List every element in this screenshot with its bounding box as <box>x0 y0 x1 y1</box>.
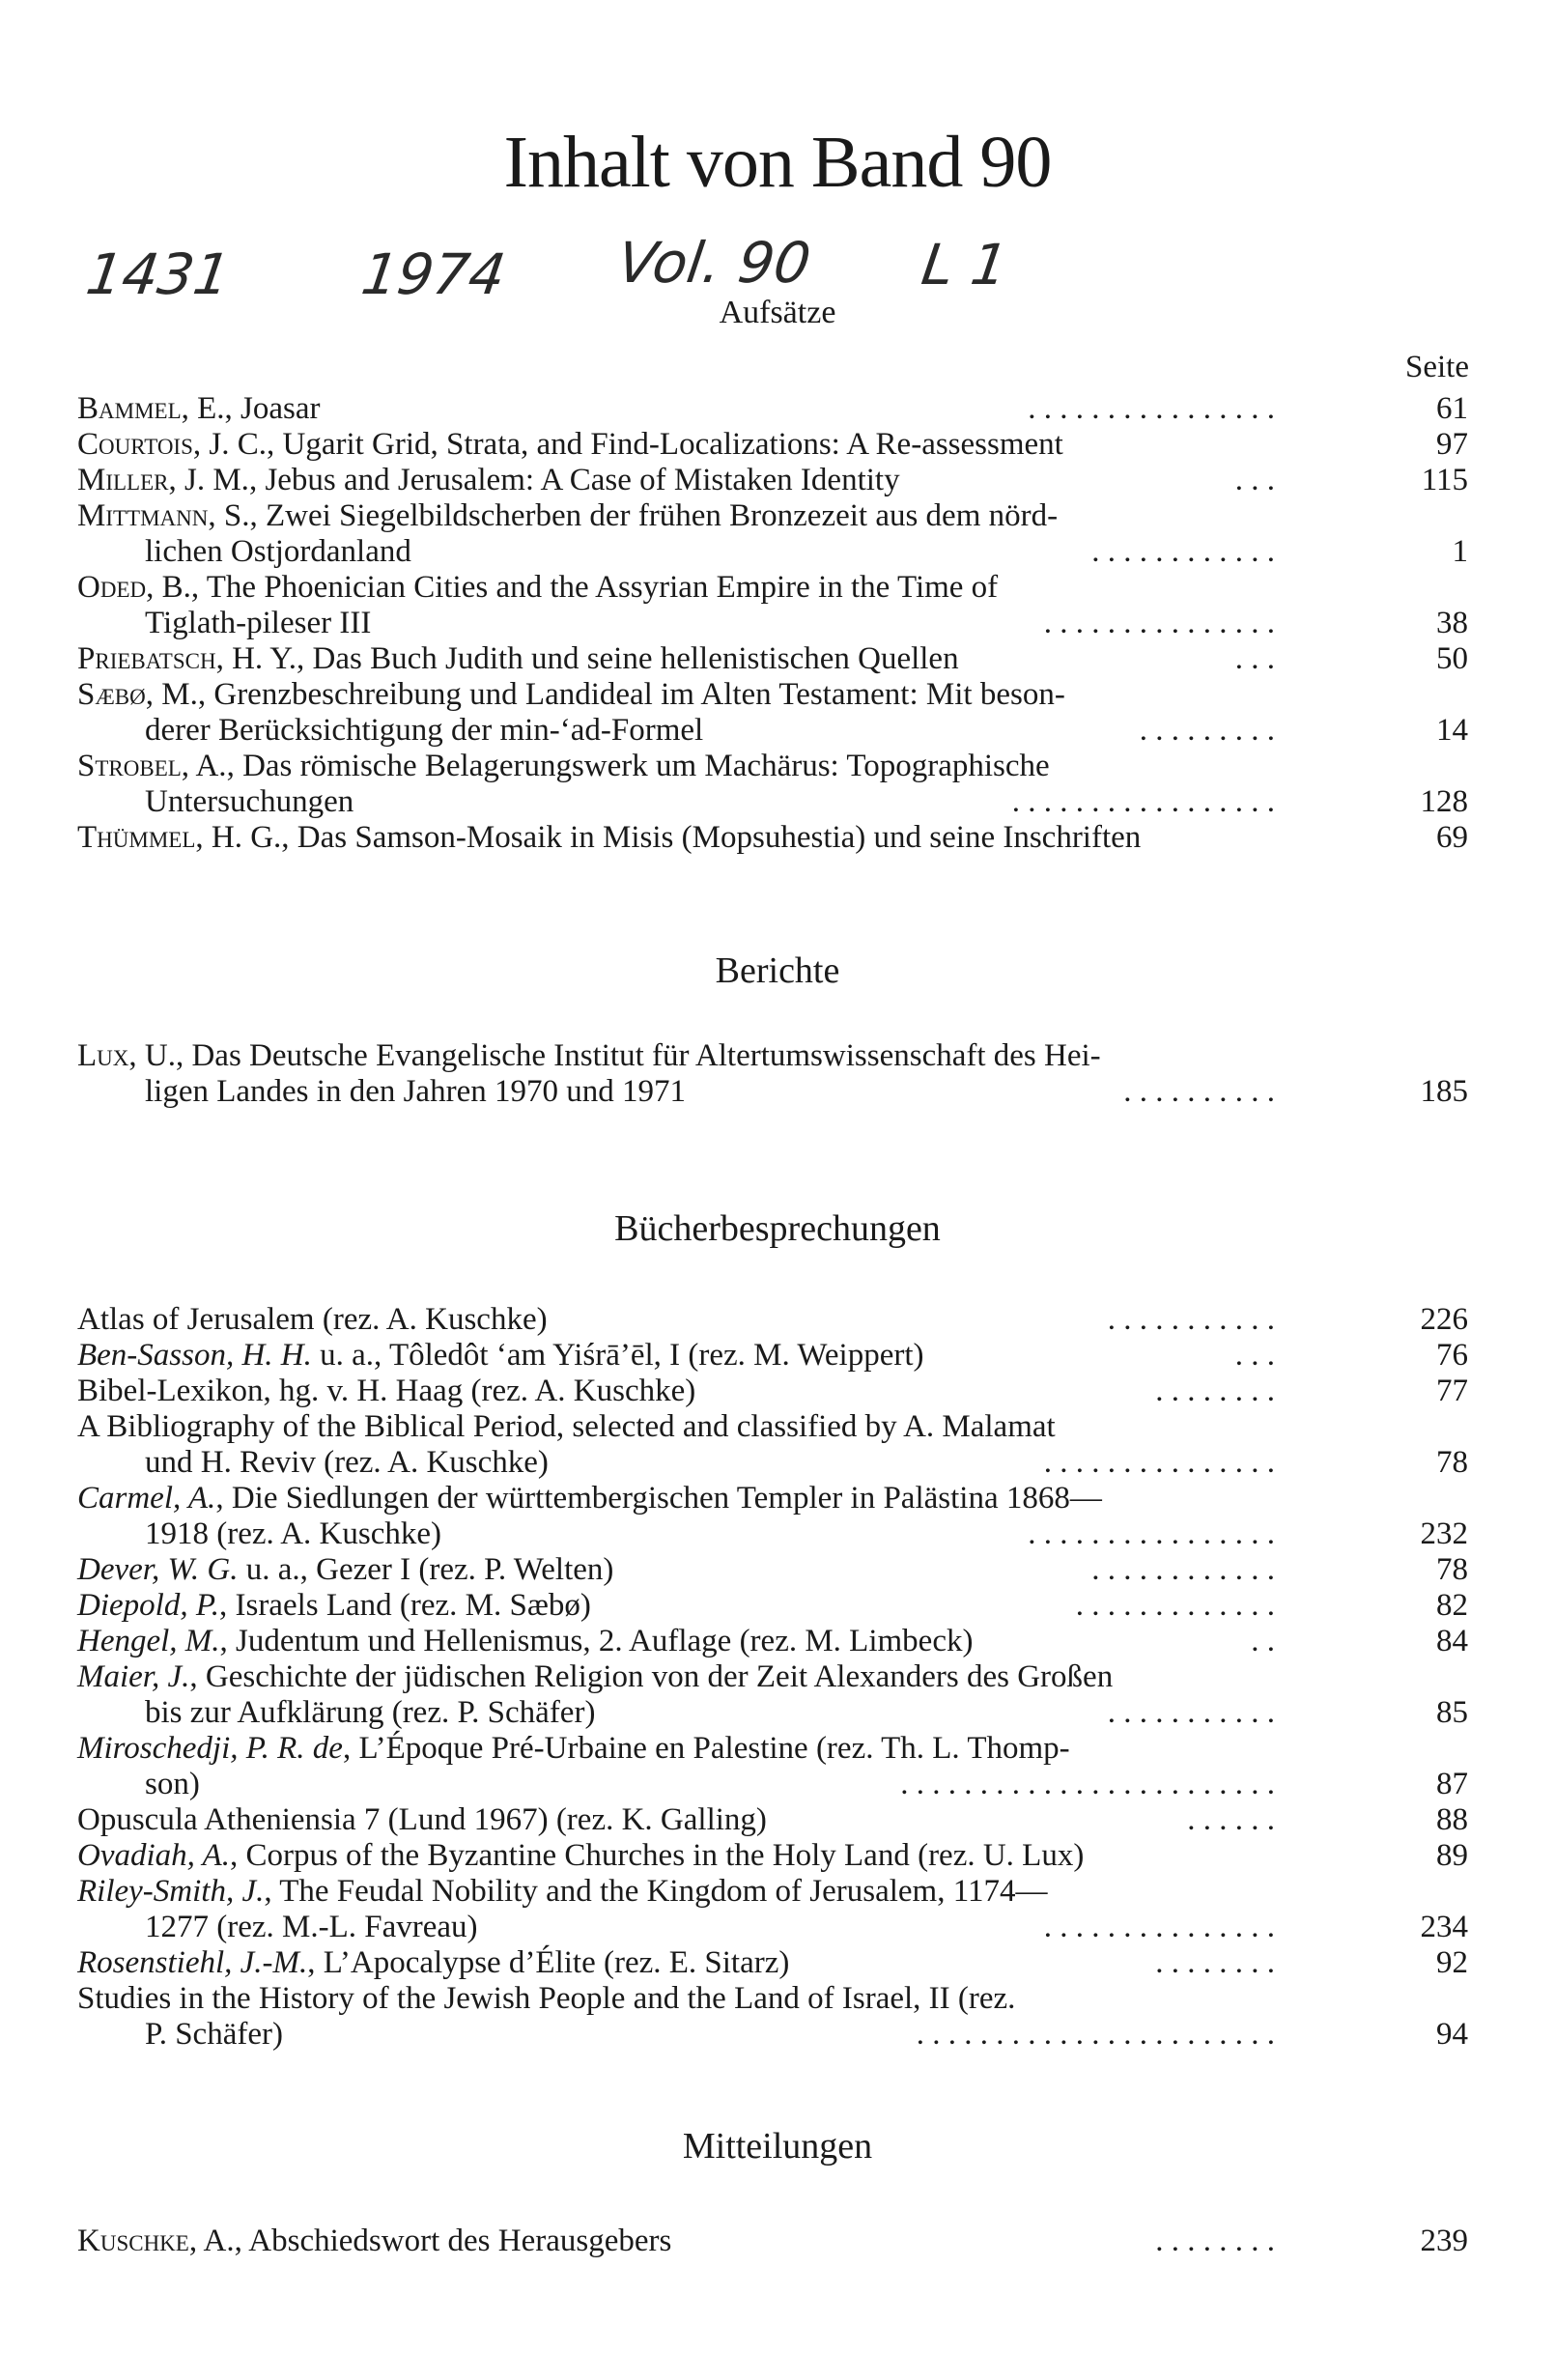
entry-title: u. a., Tôledôt ‘am Yiśrā’ēl, I (rez. M. Weippert) <box>311 1338 924 1373</box>
entry-text <box>145 1910 478 1945</box>
page-number: 84 <box>1436 1624 1468 1658</box>
leader-dots: . . . . . . . . . . . . . . . . <box>1028 391 1275 426</box>
leader-dots: . . . . . . . . . <box>1139 713 1275 748</box>
page-number: 61 <box>1436 391 1468 426</box>
list-item <box>77 427 1468 463</box>
entry-text <box>77 1038 1101 1074</box>
leader-dots: . . . . . . . . . . <box>1123 1074 1275 1109</box>
page-number: 88 <box>1436 1802 1468 1837</box>
list-item <box>77 749 1468 820</box>
entry-author: Miroschedji, P. R. de <box>77 1731 343 1766</box>
leader-dots: . . . <box>1234 641 1275 676</box>
entry-title: lichen Ostjordanland <box>145 534 411 569</box>
entry-line <box>77 1038 1468 1074</box>
page-number: 239 <box>1420 2224 1468 2258</box>
list-item <box>77 1038 1468 1110</box>
list-item <box>77 641 1468 677</box>
entry-author: Miller, J. M. <box>77 463 249 497</box>
entry-title: , Corpus of the Byzantine Churches in the Holy Land (rez. U. Lux) <box>229 1838 1085 1873</box>
entry-title: Studies in the History of the Jewish People and the Land of Israel, II (rez. <box>77 1981 1016 2016</box>
entry-line <box>77 1552 1468 1588</box>
entry-title: 1277 (rez. M.-L. Favreau) <box>145 1910 478 1944</box>
entry-line <box>77 1516 1468 1552</box>
entry-author: Courtois, J. C. <box>77 427 267 462</box>
section-heading-mitteilungen: Mitteilungen <box>682 2126 873 2167</box>
entry-author: Hengel, M. <box>77 1624 220 1658</box>
entry-text <box>77 1409 1056 1445</box>
entry-author: Thümmel, H. G. <box>77 820 282 855</box>
entry-title: , Grenzbeschreibung und Landideal im Alten Testament: Mit beson- <box>197 677 1065 712</box>
list-item <box>77 1588 1468 1624</box>
entry-text <box>77 1374 695 1409</box>
list-item <box>77 1838 1468 1874</box>
entry-author: Priebatsch, H. Y. <box>77 641 297 676</box>
page-number: 50 <box>1436 641 1468 676</box>
entry-text <box>77 463 900 498</box>
entry-author: Sæbø, M. <box>77 677 198 712</box>
entry-text <box>77 1624 973 1659</box>
list-item <box>77 463 1468 498</box>
entry-text <box>145 1074 686 1110</box>
page-number: 94 <box>1436 2017 1468 2052</box>
entry-line <box>77 427 1468 463</box>
entry-author: Mittmann, S. <box>77 498 250 533</box>
page-number: 226 <box>1420 1302 1468 1337</box>
entry-text <box>145 1695 595 1731</box>
entry-title: , Das Buch Judith und seine hellenistischen Quellen <box>297 641 959 676</box>
entry-line <box>77 641 1468 677</box>
entry-title: , Joasar <box>224 391 321 426</box>
page-number: 128 <box>1420 784 1468 819</box>
entry-text <box>77 1874 1047 1910</box>
entry-text <box>145 1445 549 1481</box>
entry-text <box>77 1945 789 1981</box>
entry-line <box>77 1074 1468 1110</box>
list-item <box>77 1659 1468 1731</box>
entry-text <box>145 1516 441 1552</box>
entry-line <box>77 1731 1468 1767</box>
entry-line <box>77 1767 1468 1802</box>
entry-line <box>77 1481 1468 1516</box>
entry-title: Tiglath-pileser III <box>145 606 372 640</box>
entry-line <box>77 1445 1468 1481</box>
leader-dots: . . . <box>1234 1338 1275 1373</box>
entry-line <box>77 1981 1468 2017</box>
leader-dots: . . . . . . . . . . . . . . . . . . . . . . . . <box>900 1767 1275 1801</box>
entry-line <box>77 1624 1468 1659</box>
leader-dots: . . . . . . . . . . . . <box>1091 534 1275 569</box>
page-number: 1 <box>1452 534 1468 569</box>
entry-title: , The Phoenician Cities and the Assyrian Empire in the Time of <box>190 570 999 605</box>
entry-title: , Geschichte der jüdischen Religion von der Zeit Alexanders des Großen <box>189 1659 1114 1694</box>
entry-title: ligen Landes in den Jahren 1970 und 1971 <box>145 1074 686 1109</box>
entry-line <box>77 1838 1468 1874</box>
entry-text <box>145 713 703 749</box>
entry-text <box>145 784 353 820</box>
entry-line <box>77 1695 1468 1731</box>
entry-title: , Jebus and Jerusalem: A Case of Mistaken Identity <box>248 463 900 497</box>
entry-author: Strobel, A. <box>77 749 227 783</box>
page-number: 232 <box>1420 1516 1468 1551</box>
page-number: 234 <box>1420 1910 1468 1944</box>
entry-text <box>77 1481 1102 1516</box>
page-number: 38 <box>1436 606 1468 640</box>
section-heading-berichte: Berichte <box>715 950 840 991</box>
entry-line <box>77 1302 1468 1338</box>
entry-author: Oded, B. <box>77 570 191 605</box>
entry-line <box>77 2224 1468 2259</box>
leader-dots: . . . . . . . . . . . . . . . . <box>1028 1516 1275 1551</box>
entry-line <box>77 498 1468 534</box>
page-number: 92 <box>1436 1945 1468 1980</box>
entry-line <box>77 463 1468 498</box>
entry-title: , Israels Land (rez. M. Sæbø) <box>218 1588 591 1623</box>
entry-text <box>77 749 1050 784</box>
entry-text <box>145 1767 200 1802</box>
entry-line <box>77 1338 1468 1374</box>
list-item <box>77 1624 1468 1659</box>
page-number: 14 <box>1436 713 1468 748</box>
entry-text <box>77 1338 924 1374</box>
entry-title: und H. Reviv (rez. A. Kuschke) <box>145 1445 549 1480</box>
handwritten-note-volume: Vol. 90 <box>613 230 815 296</box>
leader-dots: . . <box>1251 1624 1275 1658</box>
entry-author: Carmel, A. <box>77 1481 216 1516</box>
entry-text <box>77 498 1058 534</box>
entry-title: 1918 (rez. A. Kuschke) <box>145 1516 441 1551</box>
list-item <box>77 498 1468 570</box>
page-number: 97 <box>1436 427 1468 462</box>
entry-author: Maier, J. <box>77 1659 190 1694</box>
list-item <box>77 1981 1468 2053</box>
entry-title: , L’Apocalypse d’Élite (rez. E. Sitarz) <box>307 1945 790 1980</box>
section-heading-buecher: Bücherbesprechungen <box>614 1208 941 1249</box>
list-item <box>77 1731 1468 1802</box>
entry-title: , Judentum und Hellenismus, 2. Auflage (rez. M. Limbeck) <box>219 1624 974 1658</box>
page-number: 69 <box>1436 820 1468 855</box>
page-number: 89 <box>1436 1838 1468 1873</box>
entry-line <box>77 1910 1468 1945</box>
entry-author: Ben-Sasson, H. H. <box>77 1338 312 1373</box>
entry-text <box>77 1302 548 1338</box>
leader-dots: . . . . . . . . <box>1155 1374 1275 1408</box>
handwritten-note-year: 1974 <box>357 241 510 307</box>
entry-title: A Bibliography of the Biblical Period, selected and classified by A. Malamat <box>77 1409 1056 1444</box>
entry-title: Atlas of Jerusalem (rez. A. Kuschke) <box>77 1302 548 1337</box>
entry-author: Kuschke, A. <box>77 2224 235 2258</box>
entry-title: u. a., Gezer I (rez. P. Welten) <box>238 1552 614 1587</box>
entry-title: bis zur Aufklärung (rez. P. Schäfer) <box>145 1695 596 1730</box>
list-item <box>77 570 1468 641</box>
page-number: 76 <box>1436 1338 1468 1373</box>
entry-line <box>77 1374 1468 1409</box>
entry-line <box>77 1945 1468 1981</box>
entry-line <box>77 677 1468 713</box>
entry-line <box>77 570 1468 606</box>
entry-line <box>77 1802 1468 1838</box>
list-item <box>77 391 1468 427</box>
entry-line <box>77 749 1468 784</box>
entry-author: Ovadiah, A. <box>77 1838 230 1873</box>
page-number: 85 <box>1436 1695 1468 1730</box>
entry-text <box>77 427 1063 463</box>
leader-dots: . . . . . . . . . . . <box>1107 1302 1275 1337</box>
list-item <box>77 1802 1468 1838</box>
entry-title: , L’Époque Pré-Urbaine en Palestine (rez. Th. L. Thomp- <box>342 1731 1070 1766</box>
entry-author: Lux, U. <box>77 1038 176 1073</box>
entry-text <box>77 820 1141 856</box>
list-item <box>77 1945 1468 1981</box>
list-item <box>77 1374 1468 1409</box>
entry-line <box>77 391 1468 427</box>
page-number: 115 <box>1421 463 1468 497</box>
entry-line <box>77 1874 1468 1910</box>
leader-dots: . . . . . . . . <box>1155 2224 1275 2258</box>
entry-text <box>77 1552 613 1588</box>
list-item <box>77 1338 1468 1374</box>
entry-text <box>145 2017 283 2053</box>
page-number: 78 <box>1436 1445 1468 1480</box>
leader-dots: . . . . . . . . . . . . . . . . . . . . . . . <box>916 2017 1275 2052</box>
entry-title: derer Berücksichtigung der min-‘ad-Formel <box>145 713 704 748</box>
entry-author: Bammel, E. <box>77 391 225 426</box>
list-item <box>77 1874 1468 1945</box>
entry-text <box>77 641 959 677</box>
leader-dots: . . . <box>1234 463 1275 497</box>
list-item <box>77 2224 1468 2259</box>
entry-line <box>77 1588 1468 1624</box>
entry-text <box>145 534 411 570</box>
entry-text <box>77 391 321 427</box>
entry-title: Opuscula Atheniensia 7 (Lund 1967) (rez. K. Galling) <box>77 1802 767 1837</box>
list-item <box>77 1409 1468 1481</box>
list-item <box>77 677 1468 749</box>
entry-title: son) <box>145 1767 200 1801</box>
entry-text <box>77 1731 1070 1767</box>
list-item <box>77 1302 1468 1338</box>
entry-line <box>77 1409 1468 1445</box>
list-item <box>77 1481 1468 1552</box>
entry-title: P. Schäfer) <box>145 2017 283 2052</box>
entry-text <box>77 1802 767 1838</box>
entry-text <box>77 1838 1084 1874</box>
leader-dots: . . . . . . . . . . . . . . . <box>1043 606 1275 640</box>
entry-title: , Ugarit Grid, Strata, and Find-Localizations: A Re-assessment <box>267 427 1063 462</box>
entry-title: , The Feudal Nobility and the Kingdom of Jerusalem, 1174— <box>264 1874 1048 1909</box>
entry-title: , Das Samson-Mosaik in Misis (Mopsuhestia) und seine Inschriften <box>281 820 1142 855</box>
entry-author: Rosenstiehl, J.-M. <box>77 1945 308 1980</box>
entry-line <box>77 820 1468 856</box>
entry-title: Bibel-Lexikon, hg. v. H. Haag (rez. A. Kuschke) <box>77 1374 696 1408</box>
entry-text <box>77 1981 1015 2017</box>
entry-author: Dever, W. G. <box>77 1552 239 1587</box>
leader-dots: . . . . . . . . . . . . . <box>1075 1588 1275 1623</box>
entry-line <box>77 784 1468 820</box>
leader-dots: . . . . . . . . . . . . . . . <box>1043 1445 1275 1480</box>
entry-line <box>77 534 1468 570</box>
page-number: 185 <box>1420 1074 1468 1109</box>
seite-column-label: Seite <box>1405 350 1469 384</box>
leader-dots: . . . . . . . . . . . <box>1107 1695 1275 1730</box>
leader-dots: . . . . . . . . . . . . . . . <box>1043 1910 1275 1944</box>
entry-text <box>145 606 371 641</box>
page-number: 82 <box>1436 1588 1468 1623</box>
entry-title: , Das römische Belagerungswerk um Machärus: Topographische <box>226 749 1050 783</box>
page-number: 87 <box>1436 1767 1468 1801</box>
page-number: 77 <box>1436 1374 1468 1408</box>
list-item <box>77 1552 1468 1588</box>
entry-text <box>77 570 998 606</box>
entry-title: , Abschiedswort des Herausgebers <box>234 2224 672 2258</box>
entry-line <box>77 713 1468 749</box>
entry-title: , Das Deutsche Evangelische Institut für Altertumswissenschaft des Hei- <box>175 1038 1101 1073</box>
leader-dots: . . . . . . . . . . . . . . . . . <box>1011 784 1275 819</box>
leader-dots: . . . . . . <box>1187 1802 1275 1837</box>
handwritten-note-number: 1431 <box>82 241 235 307</box>
entry-title: , Die Siedlungen der württembergischen Templer in Palästina 1868— <box>215 1481 1102 1516</box>
page-title: Inhalt von Band 90 <box>503 122 1052 203</box>
entry-title: Untersuchungen <box>145 784 354 819</box>
page-number: 78 <box>1436 1552 1468 1587</box>
section-heading-aufsaetze: Aufsätze <box>719 295 836 330</box>
entry-text <box>77 1588 591 1624</box>
entry-line <box>77 2017 1468 2053</box>
entry-text <box>77 1659 1113 1695</box>
entry-line <box>77 1659 1468 1695</box>
entry-text <box>77 2224 671 2259</box>
entry-author: Riley-Smith, J. <box>77 1874 265 1909</box>
handwritten-note-location: L 1 <box>918 232 1012 298</box>
entry-title: , Zwei Siegelbildscherben der frühen Bronzezeit aus dem nörd- <box>249 498 1059 533</box>
list-item <box>77 820 1468 856</box>
entry-text <box>77 677 1065 713</box>
entry-author: Diepold, P. <box>77 1588 219 1623</box>
leader-dots: . . . . . . . . . . . . <box>1091 1552 1275 1587</box>
entry-line <box>77 606 1468 641</box>
leader-dots: . . . . . . . . <box>1155 1945 1275 1980</box>
